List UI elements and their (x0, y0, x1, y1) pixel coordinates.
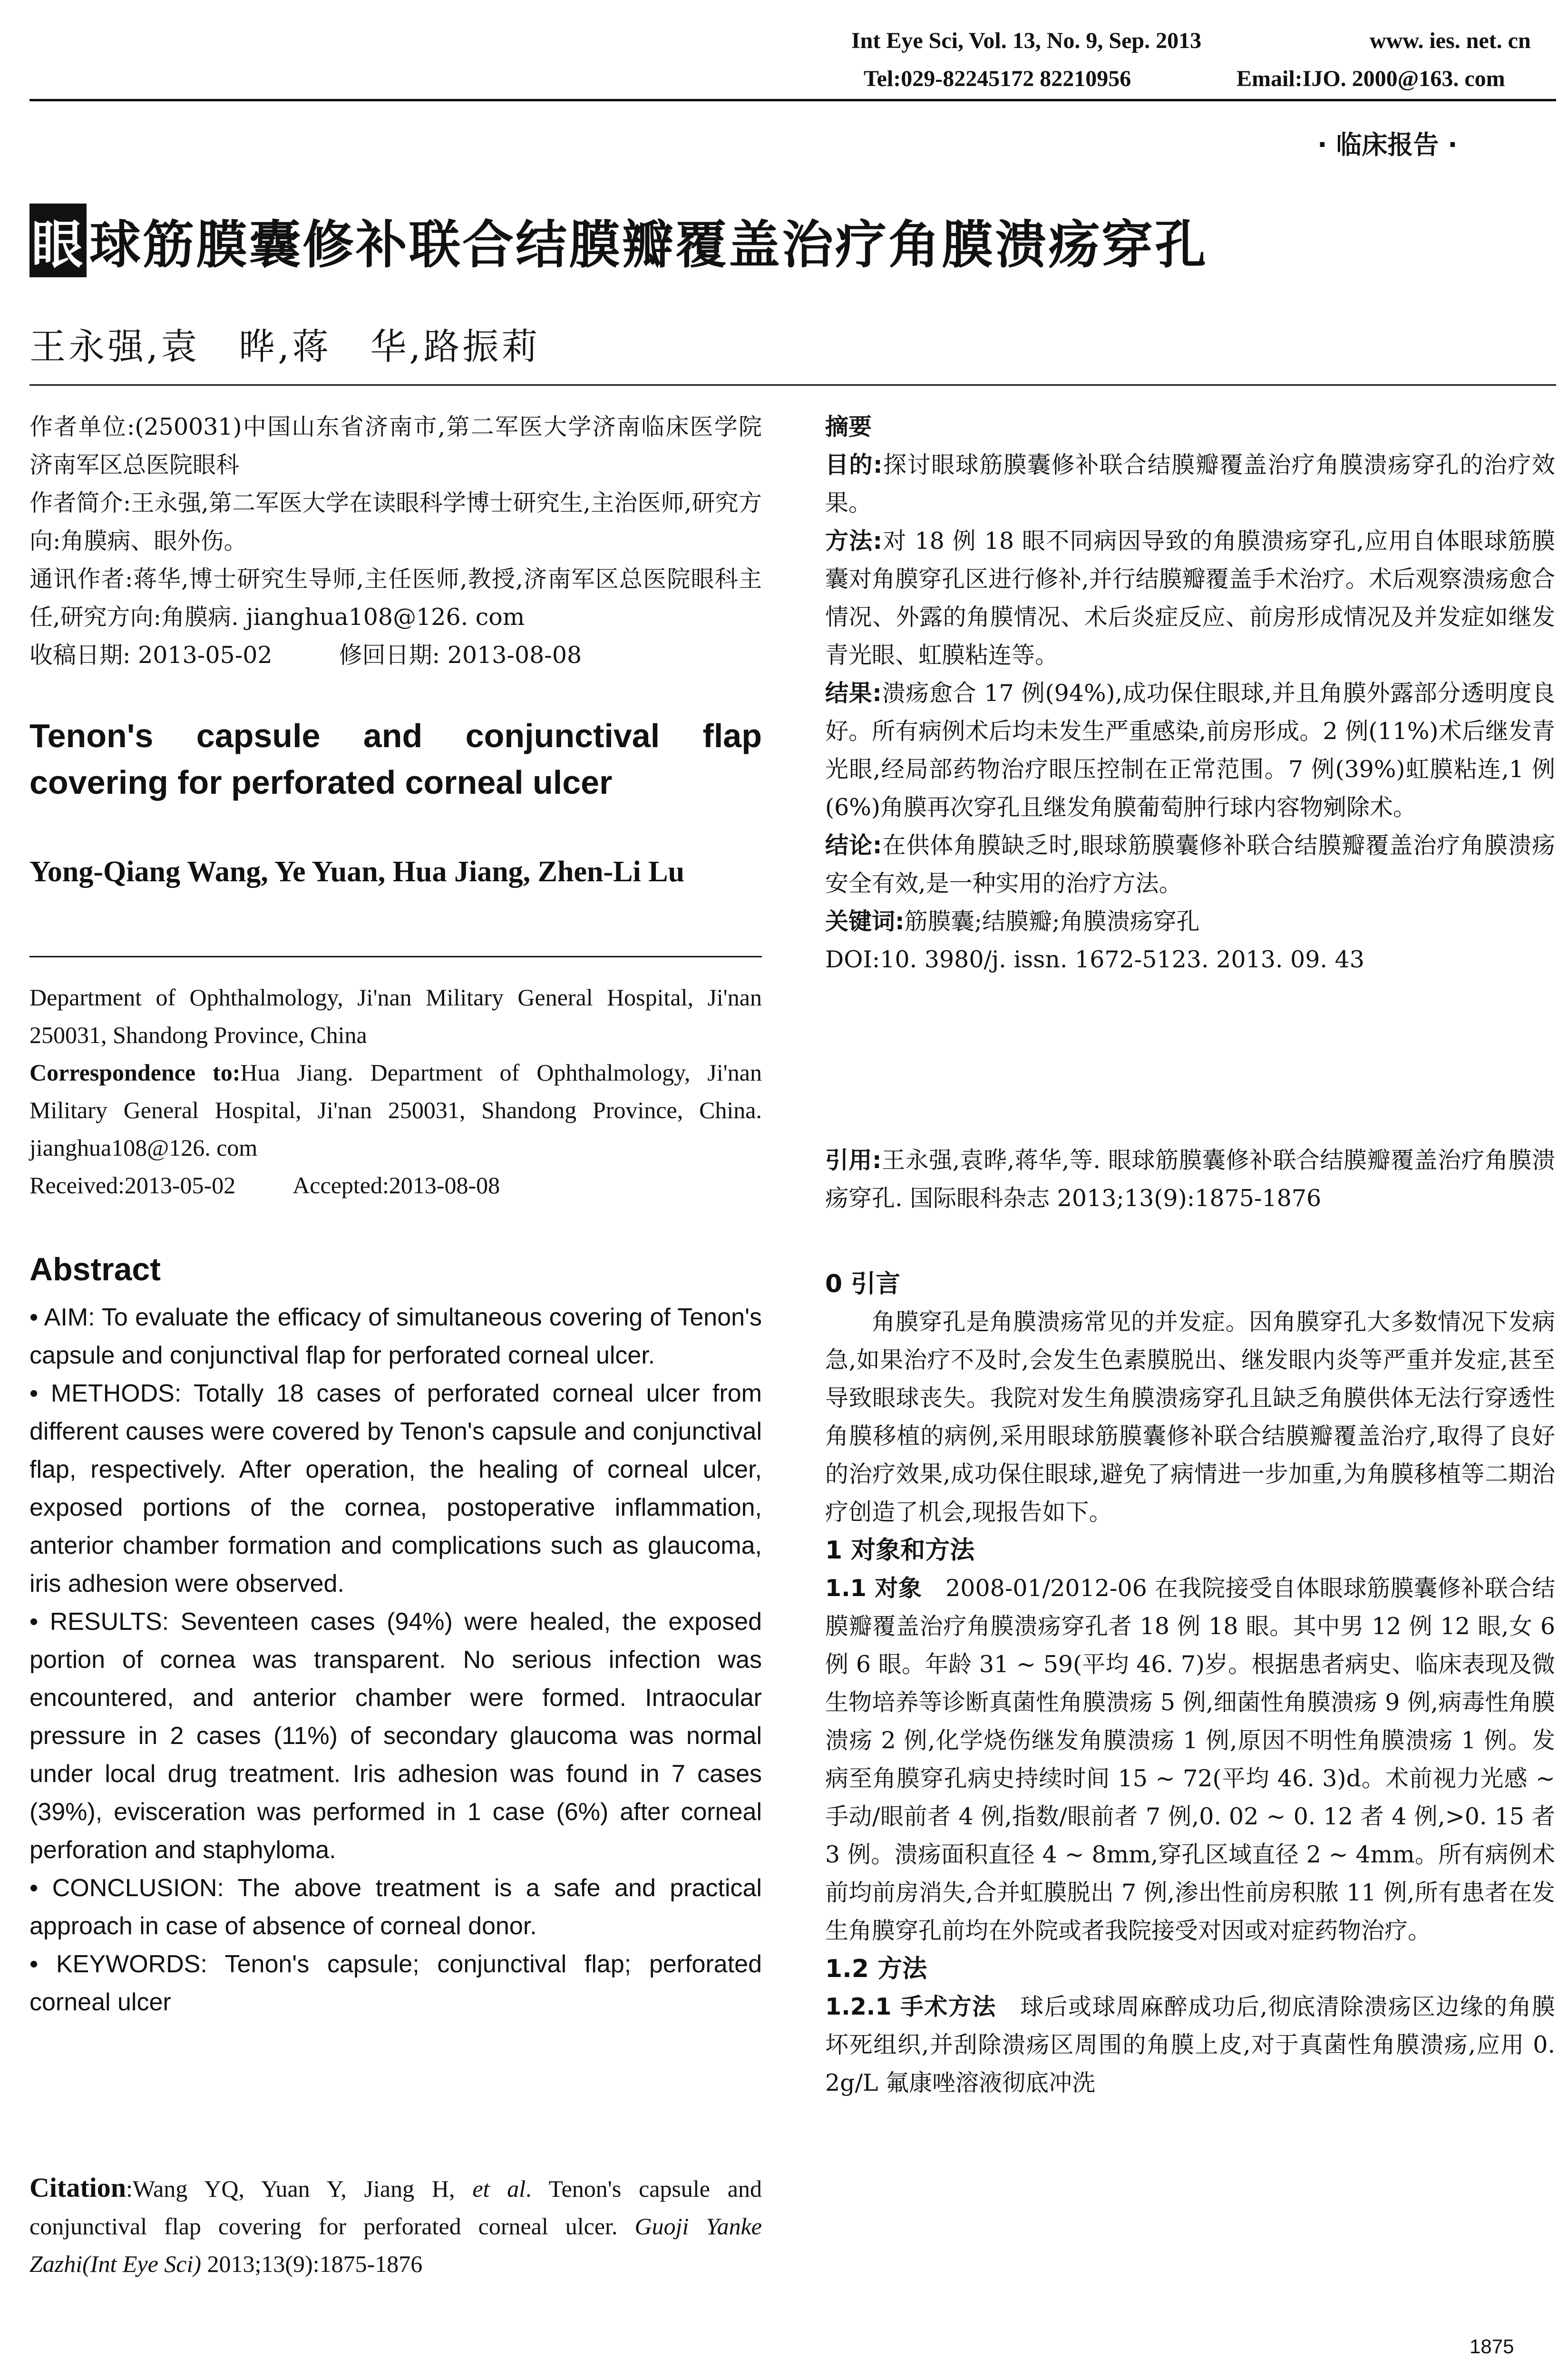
methods-text: 对 18 例 18 眼不同病因导致的角膜溃疡穿孔,应用自体眼球筋膜囊对角膜穿孔区进行修补,并行结膜瓣覆盖手术治疗。术后观察溃疡愈合情况、外露的角膜情况、术后炎症反应、前房形成情况及并发症如继发青光眼、虹膜粘连等。 (825, 527, 1555, 669)
journal-website: www. ies. net. cn (1370, 28, 1531, 53)
abstract-conclusion: • CONCLUSION: The above treatment is a safe and practical approach in case of absence of corneal donor. (29, 1874, 762, 1940)
journal-tel: Tel:029-82245172 82210956 (864, 66, 1131, 91)
revised-date: 修回日期: 2013-08-08 (339, 642, 582, 669)
abstract-aim: • AIM: To evaluate the efficacy of simultaneous covering of Tenon's capsule and conjunctival flap for perforated corneal ulcer. (29, 1304, 762, 1369)
title-first-char: 眼 (29, 204, 87, 277)
abstract-keywords: • KEYWORDS: Tenon's capsule; conjunctival flap; perforated corneal ulcer (29, 1950, 762, 2016)
citation-label: Citation (29, 2172, 126, 2203)
section11-paragraph (825, 1569, 1555, 1950)
header-rule (29, 99, 1556, 101)
keywords-paragraph (825, 903, 1555, 941)
methods-label: 方法: (825, 527, 883, 555)
journal-email: Email:IJO. 2000@163. com (1237, 66, 1505, 91)
doi: DOI:10. 3980/j. issn. 1672-5123. 2013. 09. 43 (825, 946, 1364, 973)
correspondence-text: Hua Jiang. Department of Ophthalmology, Ji'nan Military General Hospital, Ji'nan 250031, Shandong Province, China. jianghua108@126. com (29, 1059, 762, 1161)
citation-title: . Tenon's capsule and conjunctival flap covering for perforated corneal ulcer. (29, 2175, 762, 2240)
citation-en (29, 2169, 762, 2283)
abstract-body (29, 1298, 762, 2021)
results-label: 结果: (825, 680, 882, 707)
received-date: 收稿日期: 2013-05-02 (29, 642, 273, 669)
citation-cn-label: 引用: (825, 1147, 882, 1174)
journal-info: Int Eye Sci, Vol. 13, No. 9, Sep. 2013 (851, 28, 1202, 53)
section11-label: 1.1 对象 (825, 1575, 922, 1602)
citation-cn (825, 1141, 1555, 1218)
english-department: Department of Ophthalmology, Ji'nan Military General Hospital, Ji'nan 250031, Shandong Province, China (29, 984, 762, 1048)
corresponding-author: 通讯作者:蒋华,博士研究生导师,主任医师,教授,济南军区总医院眼科主任,研究方向:角膜病. jianghua108@126. com (29, 565, 762, 631)
section11-text: 2008-01/2012-06 在我院接受自体眼球筋膜囊修补联合结膜瓣覆盖治疗角膜溃疡穿孔者 18 例 18 眼。其中男 12 例 12 眼,女 6 例 6 眼。年龄 31 ~ 59(平均 46. 7)岁。根据患者病史、临床表现及微生物培养等诊断真菌性角膜溃疡 5 例,细菌性角膜溃疡 9 例,病毒性角膜溃疡 2 例,化学烧伤继发角膜溃疡 1 例,原因不明性角膜溃疡 1 例。发病至角膜穿孔病史持续时间 15 ~ 72(平均 46. 3)d。术前视力光感 ~ 手动/眼前者 4 例,指数/眼前者 7 例,0. 02 ~ 0. 12 者 4 例,>0. 15 者 3 例。溃疡面积直径 4 ~ 8mm,穿孔区域直径 2 ~ 4mm。所有病例术前均前房消失,合并虹膜脱出 7 例,渗出性前房积脓 11 例,所有患者在发生角膜穿孔前均在外院或者我院接受对因或对症药物治疗。 (825, 1575, 1555, 1944)
section12-heading: 1.2 方法 (825, 1955, 927, 1983)
section121-text: 球后或球周麻醉成功后,彻底清除溃疡区边缘的角膜坏死组织,并刮除溃疡区周围的角膜上皮,对于真菌性角膜溃疡,应用 0. 2g/L 氟康唑溶液彻底冲洗 (825, 1993, 1555, 2096)
author-bio: 作者简介:王永强,第二军医大学在读眼科学博士研究生,主治医师,研究方向:角膜病、眼外伤。 (29, 489, 762, 555)
citation-etal: et al (472, 2175, 526, 2202)
section121-paragraph (825, 1988, 1555, 2102)
objective-text: 探讨眼球筋膜囊修补联合结膜瓣覆盖治疗角膜溃疡穿孔的治疗效果。 (825, 451, 1555, 516)
section121-label: 1.2.1 手术方法 (825, 1993, 996, 2020)
chinese-abstract-heading: 摘要 (825, 413, 872, 440)
chinese-abstract (825, 408, 1555, 979)
keywords-label: 关键词: (825, 908, 905, 935)
objective-label: 目的: (825, 451, 883, 478)
conclusion-text: 在供体角膜缺乏时,眼球筋膜囊修补联合结膜瓣覆盖治疗角膜溃疡安全有效,是一种实用的治疗方法。 (825, 832, 1555, 897)
citation-journal: Guoji Yanke Zazhi(Int Eye Sci) (29, 2213, 762, 2277)
intro-heading: 0 引言 (825, 1270, 901, 1298)
main-text (825, 1265, 1555, 2102)
title-rest: 球筋膜囊修补联合结膜瓣覆盖治疗角膜溃疡穿孔 (89, 215, 1208, 275)
results-text: 溃疡愈合 17 例(94%),成功保住眼球,并且角膜外露部分透明度良好。所有病例术后均未发生严重感染,前房形成。2 例(11%)术后继发青光眼,经局部药物治疗眼压控制在正常范围。7 例(39%)虹膜粘连,1 例(6%)角膜再次穿孔且继发角膜葡萄肿行球内容物剜除术。 (825, 680, 1555, 821)
abstract-results: • RESULTS: Seventeen cases (94%) were healed, the exposed portion of cornea was transparent. No serious infection was encountered, and anterior chamber were formed. Intraocular pressure in 2 cases (11%) of secondary glaucoma was normal under local drug treatment. Iris adhesion was found in 7 cases (39%), evisceration was performed in 1 case (6%) after corneal perforation and staphyloma. (29, 1608, 762, 1864)
english-correspondence (29, 1054, 762, 1167)
methods-paragraph (825, 522, 1555, 674)
english-received: Received:2013-05-02 (29, 1172, 236, 1198)
english-dates (29, 1167, 762, 1204)
author-unit: 作者单位:(250031)中国山东省济南市,第二军医大学济南临床医学院 济南军区总医院眼科 (29, 413, 762, 478)
authors-cn: 王永强,袁 晔,蒋 华,路振莉 (29, 325, 541, 368)
english-accepted: Accepted:2013-08-08 (292, 1172, 500, 1198)
conclusion-paragraph (825, 827, 1555, 903)
abstract-heading: Abstract (29, 1251, 161, 1287)
keywords-text: 筋膜囊;结膜瓣;角膜溃疡穿孔 (904, 908, 1200, 935)
abstract-methods: • METHODS: Totally 18 cases of perforated corneal ulcer from different causes were covered by Tenon's capsule and conjunctival flap, respectively. After operation, the healing of corneal ulcer, exposed portions of the cornea, postoperative inflammation, anterior chamber formation and complications such as glaucoma, iris adhesion were observed. (29, 1380, 762, 1598)
results-paragraph (825, 674, 1555, 827)
page-number: 1875 (1470, 2335, 1514, 2358)
english-title: Tenon's capsule and conjunctival flap covering for perforated corneal ulcer (29, 717, 762, 801)
citation-volume: 2013;13(9):1875-1876 (201, 2250, 423, 2277)
citation-authors: :Wang YQ, Yuan Y, Jiang H, (126, 2175, 473, 2202)
dates (29, 636, 762, 674)
intro-paragraph: 角膜穿孔是角膜溃疡常见的并发症。因角膜穿孔大多数情况下发病急,如果治疗不及时,会发生色素膜脱出、继发眼内炎等严重并发症,甚至导致眼球丧失。我院对发生角膜溃疡穿孔且缺乏角膜供体无法行穿透性角膜移植的病例,采用眼球筋膜囊修补联合结膜瓣覆盖治疗,取得了良好的治疗效果,成功保住眼球,避免了病情进一步加重,为角膜移植等二期治疗创造了机会,现报告如下。 (825, 1308, 1555, 1526)
section1-heading: 1 对象和方法 (825, 1536, 975, 1565)
section-tag: · 临床报告 · (1317, 130, 1458, 160)
objective-paragraph (825, 446, 1555, 522)
conclusion-label: 结论: (825, 832, 882, 859)
page-title (29, 204, 1208, 277)
english-authors-rule (29, 956, 762, 957)
english-authors: Yong-Qiang Wang, Ye Yuan, Hua Jiang, Zhen-Li Lu (29, 856, 685, 888)
correspondence-label: Correspondence to: (29, 1059, 241, 1086)
authors-rule (29, 384, 1556, 386)
affiliation-block (29, 408, 762, 674)
english-affiliation (29, 979, 762, 1204)
citation-cn-text: 王永强,袁晔,蒋华,等. 眼球筋膜囊修补联合结膜瓣覆盖治疗角膜溃疡穿孔. 国际眼科杂志 2013;13(9):1875-1876 (825, 1147, 1555, 1212)
